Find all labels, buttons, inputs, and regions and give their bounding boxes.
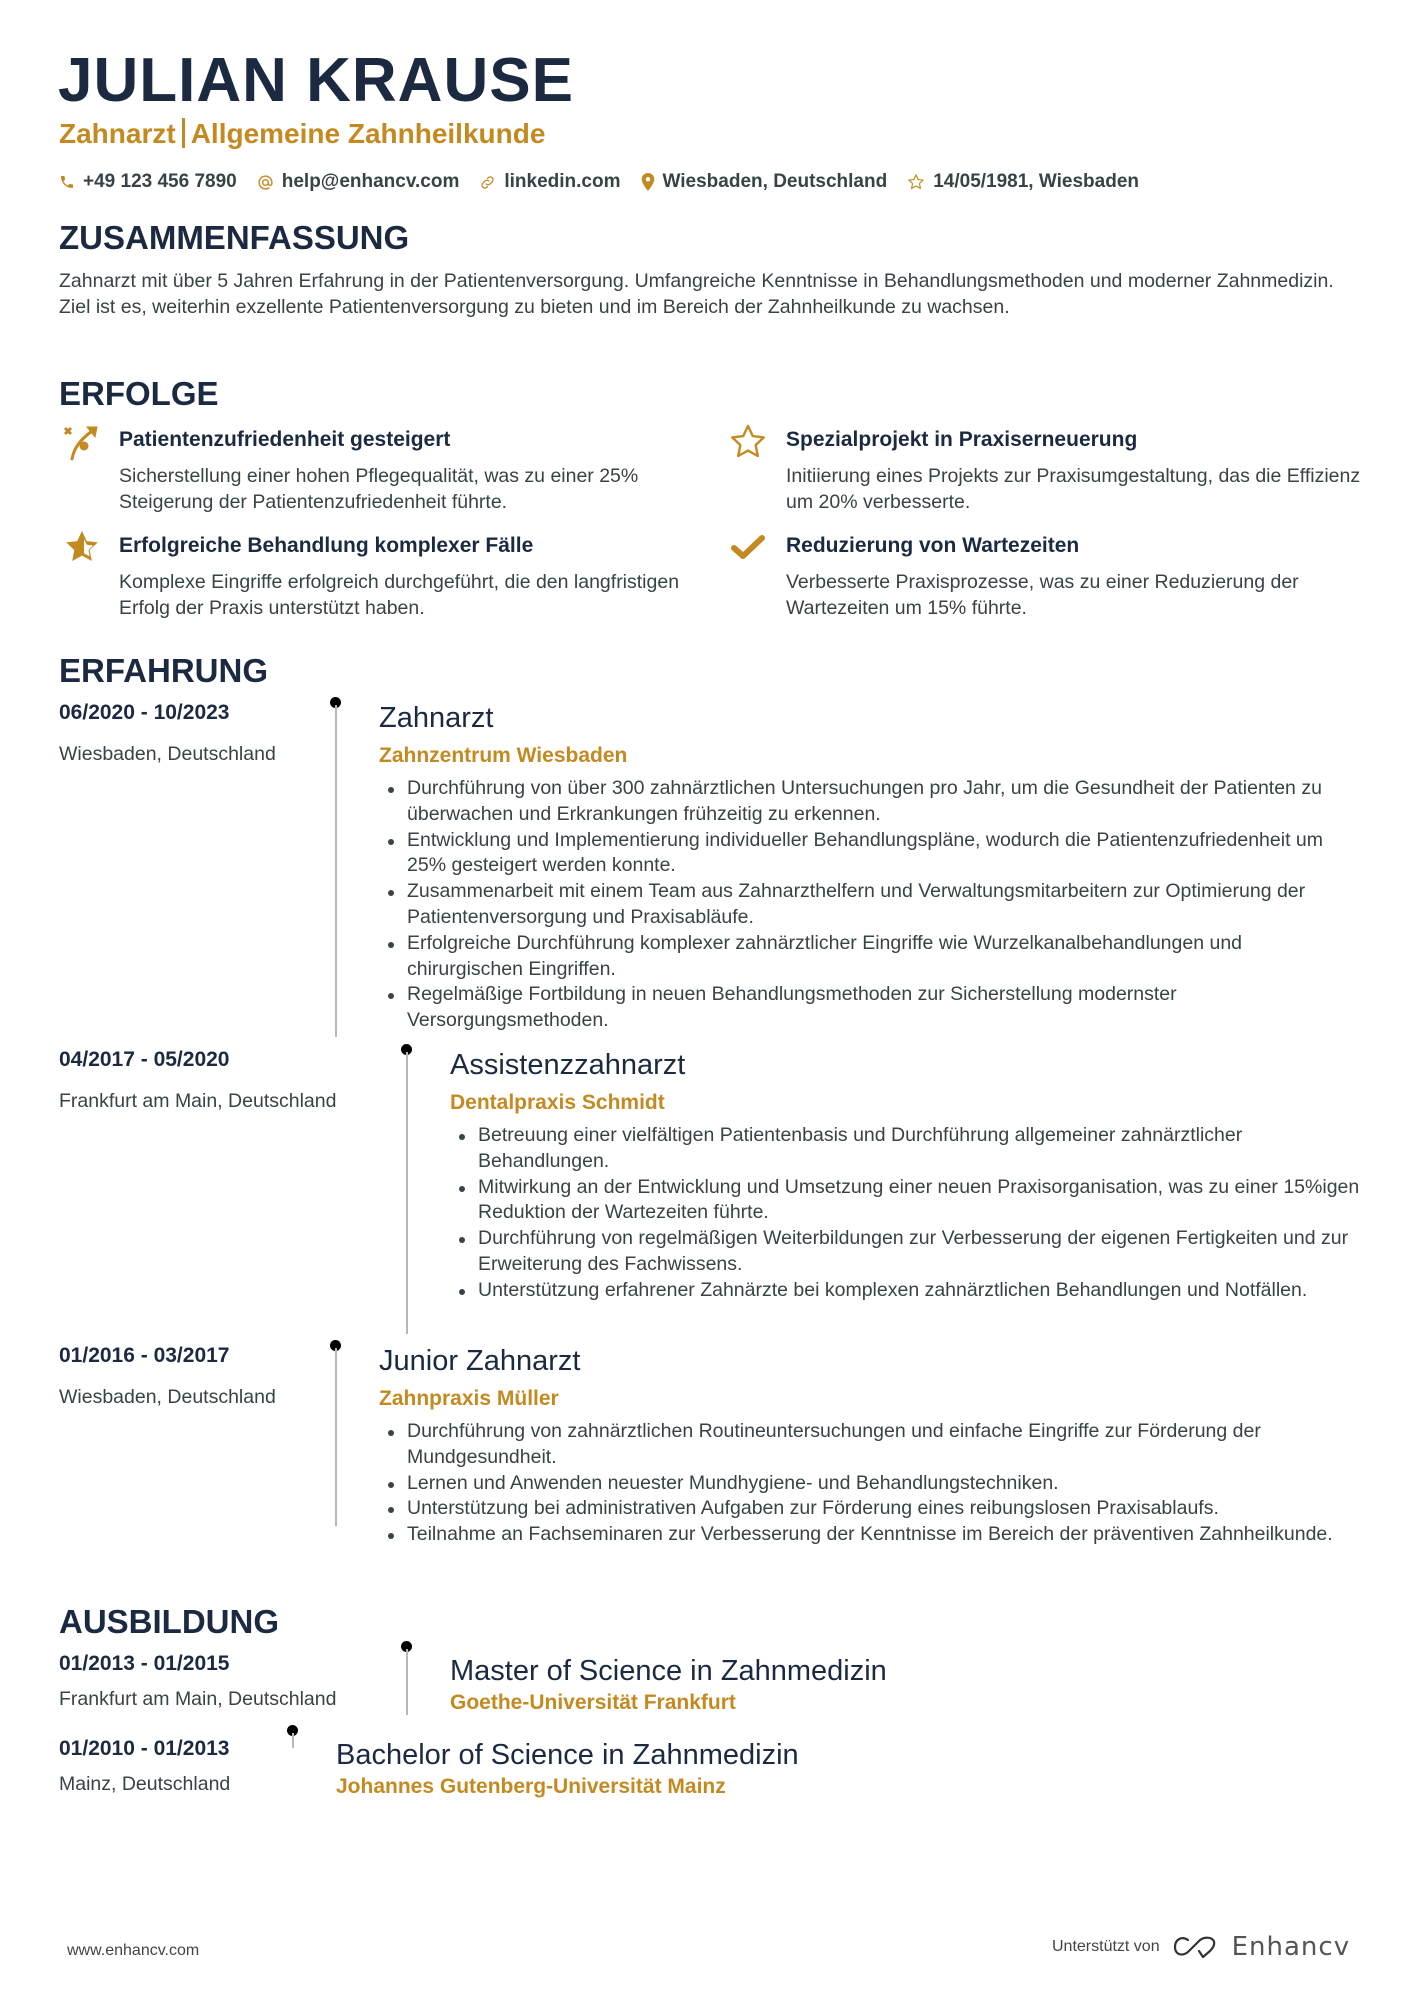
- star-outline-icon: [728, 422, 768, 462]
- job-title: Zahnarzt: [379, 702, 494, 734]
- edu-dates: 01/2010 - 01/2013: [59, 1737, 230, 1760]
- achievement-desc: Initiierung eines Projekts zur Praxisumgestaltung, das die Effizienz um 20% verbesserte.: [786, 465, 1361, 513]
- job-company: Zahnpraxis Müller: [379, 1387, 559, 1410]
- achievement-desc: Komplexe Eingriffe erfolgreich durchgeführt, die den langfristigen Erfolg der Praxis unterstützt haben.: [119, 571, 680, 619]
- at-icon: [257, 174, 274, 191]
- job-bullets: [450, 1123, 1360, 1304]
- job-bullet: Teilnahme an Fachseminaren zur Verbesserung der Kenntnisse im Bereich der präventiven Zahnheilkunde.: [379, 1522, 1359, 1548]
- job-title: Assistenzzahnarzt: [450, 1049, 686, 1081]
- job-title: Junior Zahnarzt: [379, 1345, 581, 1377]
- star-half-icon: [62, 527, 102, 567]
- job-dates: 01/2016 - 03/2017: [59, 1344, 230, 1367]
- achievement-desc: Sicherstellung einer hohen Pflegequalität, was zu einer 25% Steigerung der Patientenzufriedenheit führte.: [119, 465, 639, 513]
- job-bullet: Mitwirkung an der Entwicklung und Umsetzung einer neuen Praxisorganisation, was zu einer 15%igen Reduktion der Wartezeiten führte.: [450, 1175, 1360, 1227]
- section-title-education: AUSBILDUNG: [59, 1603, 279, 1640]
- achievement-icon-wrap: [728, 422, 768, 467]
- summary-text: Zahnarzt mit über 5 Jahren Erfahrung in der Patientenversorgung. Umfangreiche Kenntnisse in Behandlungsmethoden und moderner Zahnmedizin. Ziel ist es, weiterhin exzellente Patientenversorgung zu bieten und im Bereich der Zahnheilkunde zu wachsen.: [59, 270, 1334, 318]
- job-bullet: Unterstützung erfahrener Zahnärzte bei komplexen zahnärztlichen Behandlungen und Notfällen.: [450, 1278, 1360, 1304]
- footer-website-link[interactable]: www.enhancv.com: [67, 1942, 200, 1959]
- edu-school: Johannes Gutenberg-Universität Mainz: [336, 1775, 726, 1798]
- timeline-line: [406, 1052, 408, 1334]
- job-location: Wiesbaden, Deutschland: [59, 743, 276, 765]
- contact-phone[interactable]: [59, 171, 237, 193]
- job-bullet: Zusammenarbeit mit einem Team aus Zahnarzthelfern und Verwaltungsmitarbeitern zur Optimierung der Patientenversorgung und Praxisabläufe.: [379, 879, 1359, 931]
- achievement-title: Spezialprojekt in Praxiserneuerung: [786, 428, 1138, 451]
- enhancv-logo-icon: [1172, 1934, 1220, 1960]
- candidate-name: JULIAN KRAUSE: [58, 46, 574, 115]
- enhancv-brand-text: Enhancv: [1231, 1932, 1351, 1962]
- contact-birth: [907, 171, 1139, 193]
- job-headline: [59, 116, 545, 152]
- edu-dates: 01/2013 - 01/2015: [59, 1652, 230, 1675]
- timeline-line: [335, 1348, 337, 1526]
- achievement-title: Erfolgreiche Behandlung komplexer Fälle: [119, 534, 534, 557]
- job-bullets: [379, 1419, 1359, 1548]
- section-title-experience: ERFAHRUNG: [59, 652, 269, 689]
- achievement-title: Reduzierung von Wartezeiten: [786, 534, 1080, 557]
- edu-school: Goethe-Universität Frankfurt: [450, 1691, 736, 1714]
- job-bullets: [379, 776, 1359, 1034]
- job-dates: 06/2020 - 10/2023: [59, 701, 230, 724]
- contact-linkedin[interactable]: [479, 171, 620, 193]
- job-bullet: Durchführung von regelmäßigen Weiterbildungen zur Verbesserung der eigenen Fertigkeiten und zur Erweiterung des Fachwissens.: [450, 1226, 1360, 1278]
- edu-degree: Bachelor of Science in Zahnmedizin: [336, 1739, 799, 1771]
- section-title-achievements: ERFOLGE: [59, 375, 219, 412]
- checkmark-icon: [728, 527, 768, 567]
- contact-phone-text: +49 123 456 7890: [83, 171, 237, 192]
- section-title-summary: ZUSAMMENFASSUNG: [59, 219, 410, 256]
- headline-divider: [182, 118, 185, 148]
- timeline-line: [335, 705, 337, 1037]
- job-bullet: Lernen und Anwenden neuester Mundhygiene- und Behandlungstechniken.: [379, 1471, 1359, 1497]
- job-company: Zahnzentrum Wiesbaden: [379, 744, 628, 767]
- job-bullet: Durchführung von über 300 zahnärztlichen Untersuchungen pro Jahr, um die Gesundheit der Patienten zu überwachen und Erkrankungen frühzeitig zu erkennen.: [379, 776, 1359, 828]
- contact-birth-text: 14/05/1981, Wiesbaden: [933, 171, 1139, 192]
- job-bullet: Erfolgreiche Durchführung komplexer zahnärztlicher Eingriffe wie Wurzelkanalbehandlungen und chirurgischen Eingriffen.: [379, 931, 1359, 983]
- star-outline-icon: [907, 173, 925, 191]
- edu-location: Mainz, Deutschland: [59, 1773, 231, 1795]
- powered-by-text: Unterstützt von: [1052, 1938, 1160, 1955]
- job-bullet: Unterstützung bei administrativen Aufgaben zur Förderung eines reibungslosen Praxisablaufs.: [379, 1496, 1359, 1522]
- edu-degree: Master of Science in Zahnmedizin: [450, 1655, 887, 1687]
- headline-role: Zahnarzt: [59, 118, 176, 149]
- job-company: Dentalpraxis Schmidt: [450, 1091, 665, 1114]
- achievement-desc: Verbesserte Praxisprozesse, was zu einer Reduzierung der Wartezeiten um 15% führte.: [786, 571, 1299, 619]
- achievement-icon-wrap: [62, 527, 102, 572]
- contact-bar: [59, 168, 1139, 196]
- achievement-title: Patientenzufriedenheit gesteigert: [119, 428, 451, 451]
- contact-email[interactable]: [257, 171, 460, 193]
- job-bullet: Durchführung von zahnärztlichen Routineuntersuchungen und einfache Eingriffe zur Förderung der Mundgesundheit.: [379, 1419, 1359, 1471]
- phone-icon: [59, 174, 75, 190]
- location-pin-icon: [641, 173, 655, 191]
- contact-location: [641, 171, 888, 193]
- job-dates: 04/2017 - 05/2020: [59, 1048, 230, 1071]
- link-icon: [479, 174, 496, 191]
- achievement-icon-wrap: [728, 527, 768, 572]
- timeline-line: [292, 1733, 294, 1748]
- contact-email-text: help@enhancv.com: [281, 171, 460, 192]
- edu-location: Frankfurt am Main, Deutschland: [59, 1688, 337, 1710]
- job-location: Wiesbaden, Deutschland: [59, 1386, 276, 1408]
- headline-specialty: Allgemeine Zahnheilkunde: [190, 118, 546, 149]
- timeline-line: [406, 1649, 408, 1715]
- strategy-arrow-icon: [62, 422, 102, 462]
- contact-location-text: Wiesbaden, Deutschland: [662, 171, 888, 192]
- job-bullet: Entwicklung und Implementierung individueller Behandlungspläne, wodurch die Patientenzufriedenheit um 25% gesteigert werden konnte.: [379, 828, 1359, 880]
- footer-branding[interactable]: [1052, 1932, 1350, 1962]
- job-bullet: Regelmäßige Fortbildung in neuen Behandlungsmethoden zur Sicherstellung modernster Versorgungsmethoden.: [379, 982, 1359, 1034]
- job-location: Frankfurt am Main, Deutschland: [59, 1090, 337, 1112]
- contact-linkedin-text: linkedin.com: [504, 171, 621, 192]
- job-bullet: Betreuung einer vielfältigen Patientenbasis und Durchführung allgemeiner zahnärztlicher Behandlungen.: [450, 1123, 1360, 1175]
- achievement-icon-wrap: [62, 422, 102, 467]
